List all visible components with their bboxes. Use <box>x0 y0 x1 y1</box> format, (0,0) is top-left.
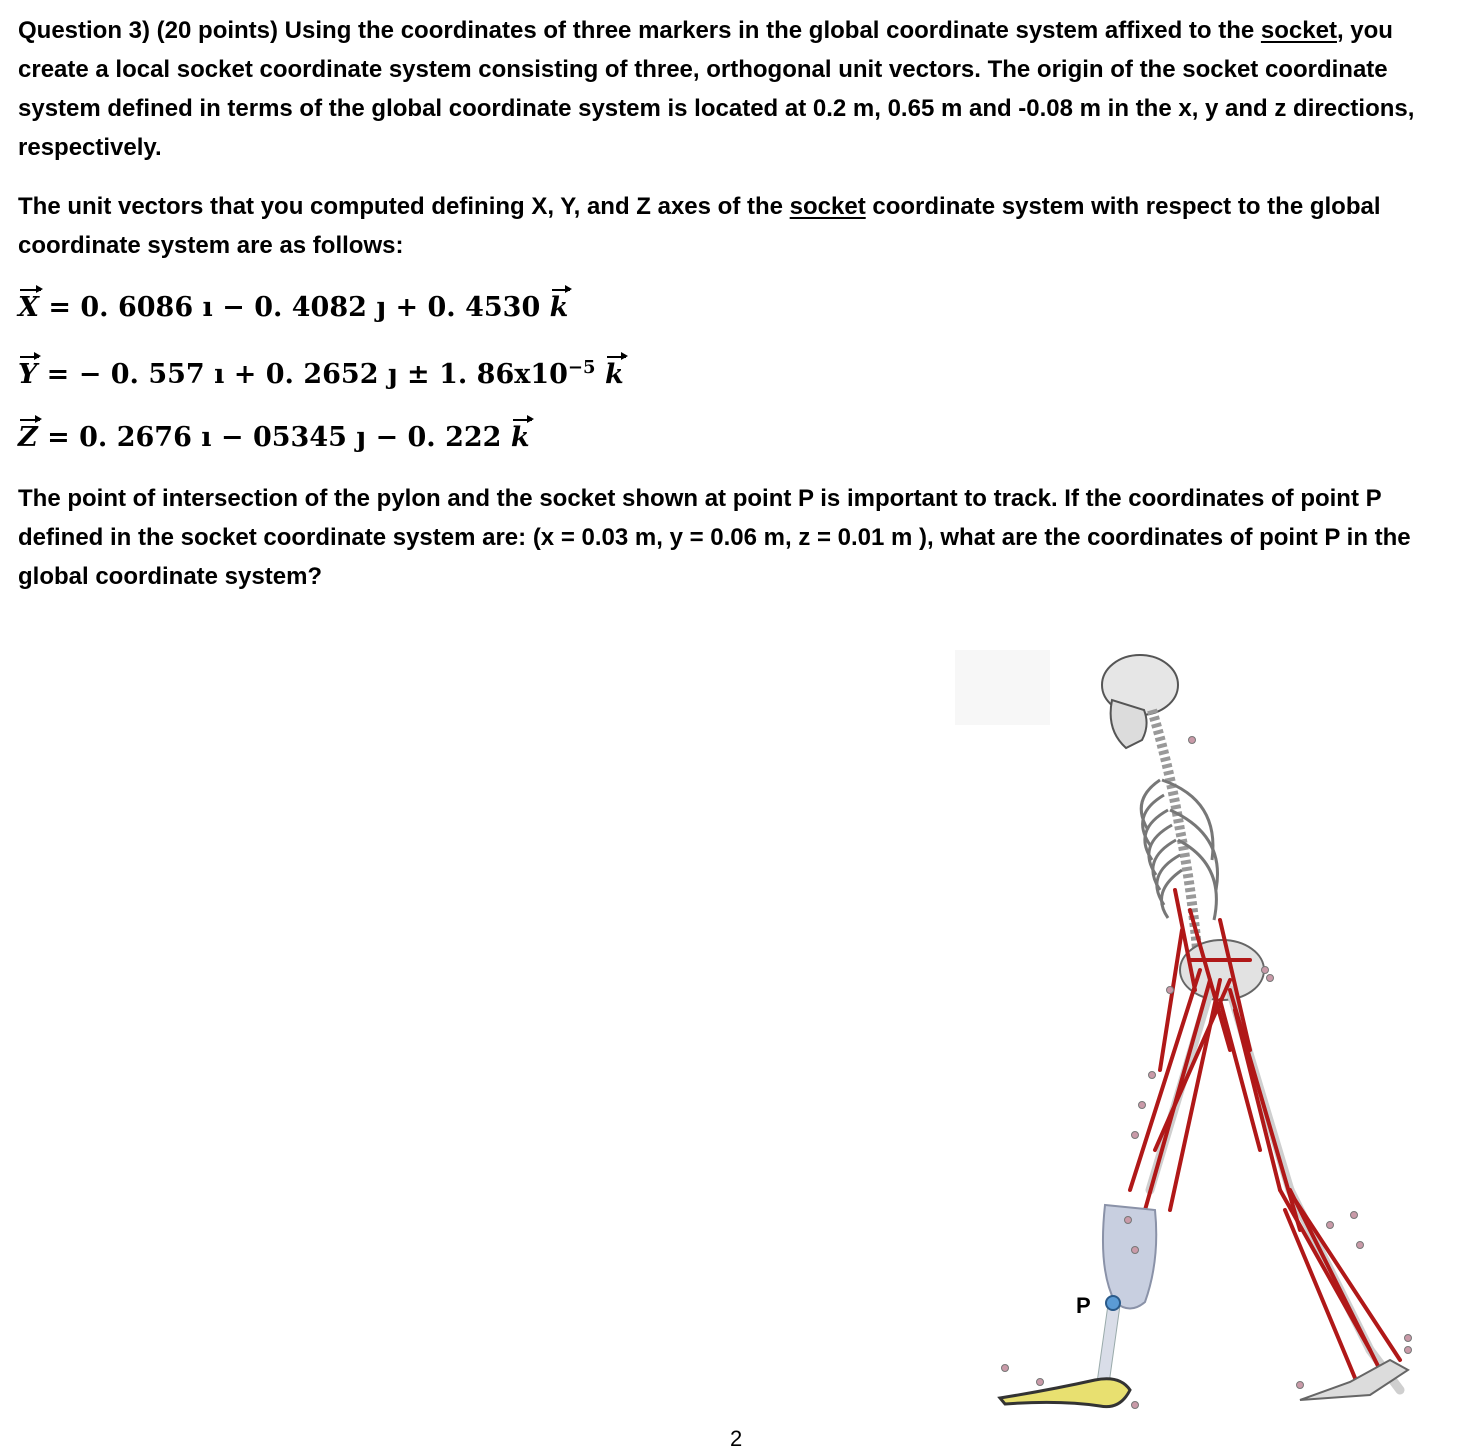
exponent: −5 <box>567 357 596 378</box>
point-p-question: The point of intersection of the pylon and the socket shown at point P is important to track. If the coordinates of point P defined in the socket coordinate system are: (x = 0.03 m, y = 0.06 m, z = 0.01 m ), what are the coordinates of point P in the global coordinate system? <box>18 485 1411 590</box>
vector-z-symbol: Z <box>18 422 38 453</box>
equation-z-body: = 0. 2676 ı − 05345 ȷ − 0. 222 <box>37 422 511 453</box>
leg-bones <box>1150 990 1400 1390</box>
equation-y <box>18 357 624 390</box>
prosthetic-gait-skeleton-figure <box>930 630 1470 1430</box>
page-number: 2 <box>730 1426 743 1451</box>
intro-after: coordinate system with respect to the global coordinate system are as follows: <box>18 193 1381 259</box>
question-rest: you create a local socket coordinate system consisting of three, orthogonal unit vectors. The origin of the socket coordinate system defined in terms of the global coordinate system is located at 0.2 m, 0.65 m and -0.08 m in the x, y and z directions, respectively. <box>18 17 1415 161</box>
socket-underlined-2: socket <box>789 193 866 220</box>
faint-box <box>955 650 1050 725</box>
equation-x-body: = 0. 6086 ı − 0. 4082 ȷ + 0. 4530 <box>38 292 550 323</box>
natural-foot <box>1300 1360 1408 1400</box>
k-vector: k <box>604 359 624 390</box>
prosthetic-foot <box>1000 1379 1130 1407</box>
unit-vectors-intro <box>18 187 1458 265</box>
vector-y-symbol: Y <box>18 359 38 390</box>
pylon <box>1096 1304 1120 1390</box>
k-vector: k <box>510 422 530 453</box>
point-p-marker <box>1106 1296 1120 1310</box>
equation-y-body: = − 0. 557 ı + 0. 2652 ȷ ± 1. 86x10 <box>37 359 568 390</box>
k-vector: k <box>549 292 569 323</box>
intro-before: The unit vectors that you computed defining X, Y, and Z axes of the <box>18 193 783 220</box>
question-paragraph <box>18 11 1458 167</box>
vector-x-symbol: X <box>18 292 39 323</box>
skull <box>1102 655 1178 748</box>
muscle-lines <box>1130 890 1400 1390</box>
comma: , <box>1336 17 1344 44</box>
equation-z <box>18 422 530 453</box>
point-p-label: P <box>1076 1293 1091 1318</box>
socket-underlined: socket <box>1260 17 1337 44</box>
question-line1: Question 3) (20 points) Using the coordinates of three markers in the global coordinate system affixed to the <box>18 17 1255 44</box>
equation-x <box>18 292 568 323</box>
